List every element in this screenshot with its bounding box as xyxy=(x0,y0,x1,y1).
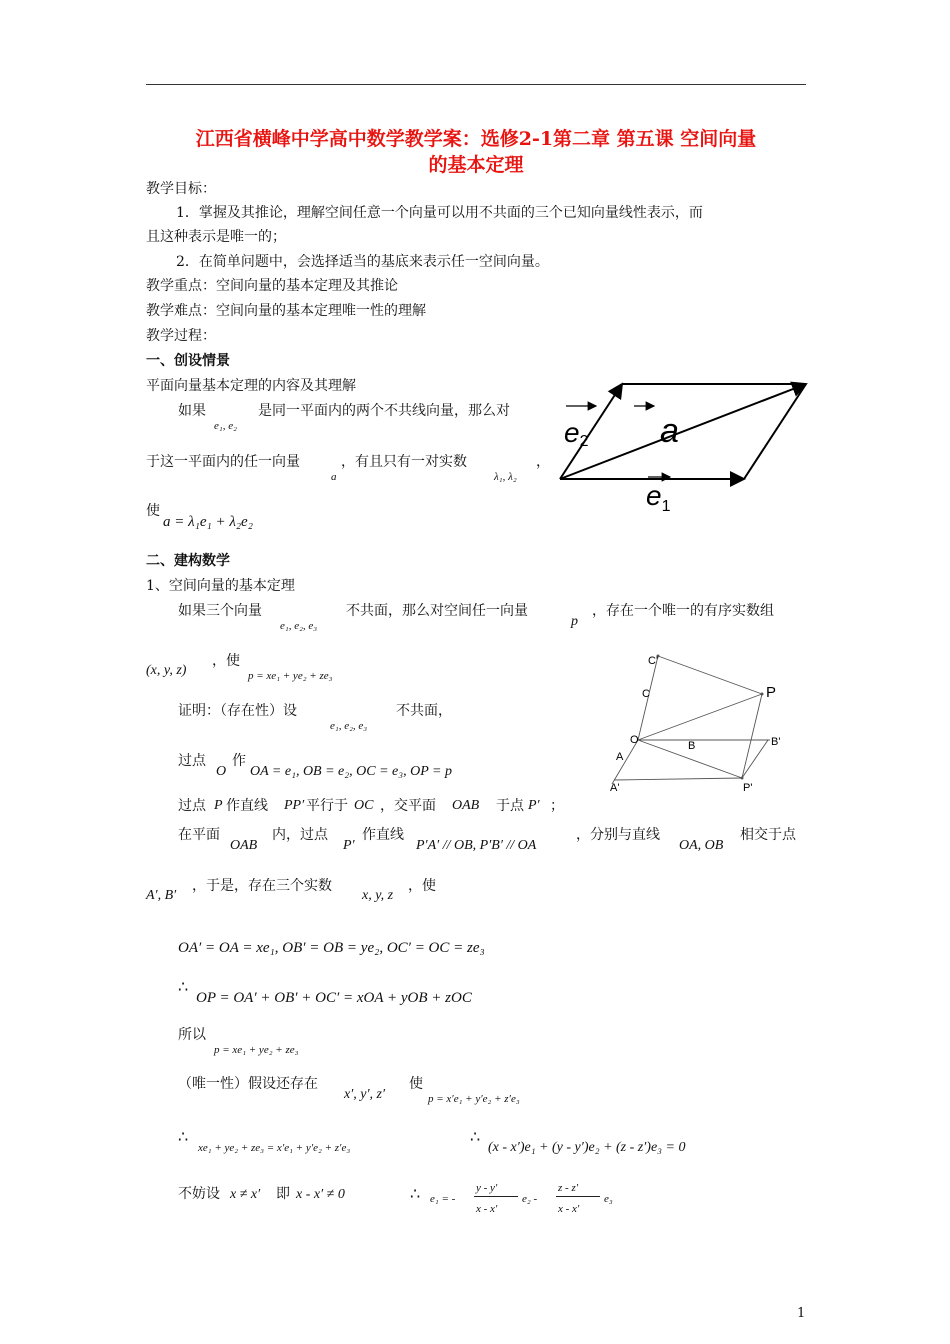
label-A-prime: A' xyxy=(610,782,620,794)
proof-b: 不共面， xyxy=(396,703,452,719)
inplane-d: ，分别与直线 xyxy=(576,827,660,843)
vector-definitions: OA = e₁, OB = e₂, OC = e₃, OP = p xyxy=(250,764,452,779)
s1-a: a xyxy=(331,471,337,483)
thm-a: 如果三个向量 xyxy=(178,603,262,619)
e2-label: e2 xyxy=(564,417,589,450)
equation-parts: OA′ = OA = xe₁, OB′ = OB = ye₂, OC′ = OC = ze₃ xyxy=(178,940,485,956)
inplane-b: 内，过点 xyxy=(272,827,328,843)
inplane-OAB: OAB xyxy=(230,838,258,853)
thm-d: ，使 xyxy=(212,653,240,669)
uniqueness-xyz: x′, y′, z′ xyxy=(344,1087,386,1102)
therefore-4: ∴ xyxy=(410,1184,421,1203)
frac1-den: x - x′ xyxy=(476,1203,498,1215)
shi3: ，使 xyxy=(408,878,436,894)
guodian: 过点 xyxy=(178,753,206,769)
document-title xyxy=(146,126,806,178)
goal-1a: 1．掌握及其推论，理解空间任意一个向量可以用不共面的三个已知向量线性表示，而 xyxy=(176,205,703,221)
equation-p: p = xe₁ + ye₂ + ze₃ xyxy=(214,1044,299,1056)
label-B-prime: B' xyxy=(771,736,781,748)
page-number: 1 xyxy=(797,1306,806,1321)
frac2-den: x - x′ xyxy=(558,1203,580,1215)
zuo: 作 xyxy=(232,753,246,769)
therefore-2: ∴ xyxy=(178,1127,189,1146)
pp-f: ； xyxy=(550,798,564,814)
pp-OAB: OAB xyxy=(452,798,480,813)
s1-shi: 是同一平面内的两个不共线向量，那么对 xyxy=(258,403,510,419)
real-xyz: x, y, z xyxy=(362,888,394,903)
a-prime-p-prime-line xyxy=(614,778,742,780)
s1-line-3b: ，有且只有一对实数 xyxy=(341,454,467,470)
ji: 即 xyxy=(276,1186,290,1202)
bufang: 不妨设 xyxy=(178,1186,220,1202)
key-point: 教学重点：空间向量的基本定理及其推论 xyxy=(146,278,398,294)
pp-e: 于点 xyxy=(496,798,524,814)
inplane-c: 作直线 xyxy=(362,827,404,843)
p-prime-b-prime-line xyxy=(742,740,768,778)
s1-lambda: λ₁, λ₂ xyxy=(494,471,517,483)
uniqueness-a: （唯一性）假设还存在 xyxy=(178,1076,318,1092)
header-rule xyxy=(146,84,806,85)
final-mid: e₂ - xyxy=(522,1193,538,1205)
equation-op: OP = OA′ + OB′ + OC′ = xOA + yOB + zOC xyxy=(196,990,472,1006)
cp-line xyxy=(658,656,762,694)
label-B: B xyxy=(688,740,696,752)
bufang-eq: x ≠ x′ xyxy=(230,1187,261,1202)
pp-PP: PP′ xyxy=(284,798,305,813)
inplane-a: 在平面 xyxy=(178,827,220,843)
suoyi: 所以 xyxy=(178,1027,206,1043)
inplane-e: 相交于点 xyxy=(740,827,796,843)
frac2-num: z - z′ xyxy=(558,1182,579,1194)
thm-b: 不共面，那么对空间任一向量 xyxy=(346,603,528,619)
proof-e123: e₁, e₂, e₃ xyxy=(330,720,368,732)
label-O: O xyxy=(630,734,639,746)
pp-a: 过点 xyxy=(178,798,206,814)
label-P: P xyxy=(766,684,777,701)
pp-P: P xyxy=(214,798,223,813)
label-C: C xyxy=(642,688,650,700)
s1-comma: ， xyxy=(536,454,550,470)
point-O: O xyxy=(216,764,227,779)
thm-xyz: (x, y, z) xyxy=(146,663,187,678)
pp-OC: OC xyxy=(354,798,374,813)
proof-a: 证明：（存在性）设 xyxy=(178,703,297,719)
title-line-1: 江西省横峰中学高中数学教学案：选修2-1第二章 第五课 空间向量 xyxy=(195,128,757,150)
therefore-1: ∴ xyxy=(178,977,189,996)
pp-prime-line xyxy=(742,694,762,778)
ji-eq: x - x′ ≠ 0 xyxy=(296,1187,345,1202)
spatial-figure xyxy=(600,648,800,800)
right-edge xyxy=(744,384,806,479)
final-lhs: e₁ = - xyxy=(430,1193,456,1205)
goal-1b: 且这种表示是唯一的； xyxy=(146,229,286,245)
theorem-title: 1、空间向量的基本定理 xyxy=(146,578,295,594)
label-C-prime: C' xyxy=(648,655,659,667)
s1-ruguo: 如果 xyxy=(178,403,206,419)
points-AB: A′, B′ xyxy=(146,888,177,903)
difficulty: 教学难点：空间向量的基本定理唯一性的理解 xyxy=(146,303,426,319)
section-2-heading: 二、建构数学 xyxy=(146,553,230,569)
a-arrow xyxy=(560,384,806,479)
pp-d: ，交平面 xyxy=(380,798,436,814)
label-A: A xyxy=(616,751,624,763)
frac1-num: y - y′ xyxy=(476,1182,498,1194)
s1-formula: a = λ₁e₁ + λ₂e₂ xyxy=(163,514,253,530)
process-label: 教学过程： xyxy=(146,328,216,344)
inplane-P: P′ xyxy=(343,838,355,853)
therefore-3: ∴ xyxy=(470,1127,481,1146)
goals-label: 教学目标： xyxy=(146,181,216,197)
a-label: a xyxy=(660,412,679,450)
goal-2: 2．在简单问题中，会选择适当的基底来表示任一空间向量。 xyxy=(176,254,549,270)
equation-left: xe₁ + ye₂ + ze₃ = x′e₁ + y′e₂ + z′e₃ xyxy=(198,1142,351,1154)
thm-formula: p = xe₁ + ye₂ + ze₃ xyxy=(248,670,333,682)
inplane-OAOB: OA, OB xyxy=(679,838,724,853)
final-end: e₃ xyxy=(604,1193,613,1205)
frac2-bar xyxy=(556,1196,600,1197)
title-line-2: 的基本定理 xyxy=(428,154,524,176)
thm-p: p xyxy=(571,614,578,629)
op-line xyxy=(638,694,762,740)
s1-shi2: 使 xyxy=(146,503,160,519)
yushi: ，于是，存在三个实数 xyxy=(192,878,332,894)
e1-label: $e_1$ xyxy=(646,480,671,515)
parallelogram-figure xyxy=(556,372,816,532)
pp-P2: P′ xyxy=(528,798,540,813)
equation-right: (x - x′)e₁ + (y - y′)e₂ + (z - z′)e₃ = 0 xyxy=(488,1140,686,1155)
inplane-parallel: P′A′ // OB, P′B′ // OA xyxy=(416,838,537,853)
s1-e12: e₁, e₂ xyxy=(214,420,237,432)
thm-c: ，存在一个唯一的有序实数组 xyxy=(592,603,774,619)
frac1-bar xyxy=(474,1196,518,1197)
section-1-heading: 一、创设情景 xyxy=(146,353,230,369)
s1-line-3a: 于这一平面内的任一向量 xyxy=(146,454,300,470)
pp-c: 平行于 xyxy=(306,798,348,814)
s1-line-1: 平面向量基本定理的内容及其理解 xyxy=(146,378,356,394)
uniqueness-b: 使 xyxy=(409,1076,423,1092)
label-P-prime: P' xyxy=(743,782,753,794)
uniqueness-eq: p = x′e₁ + y′e₂ + z′e₃ xyxy=(428,1093,520,1105)
thm-e123: e₁, e₂, e₃ xyxy=(280,620,318,632)
pp-b: 作直线 xyxy=(226,798,268,814)
